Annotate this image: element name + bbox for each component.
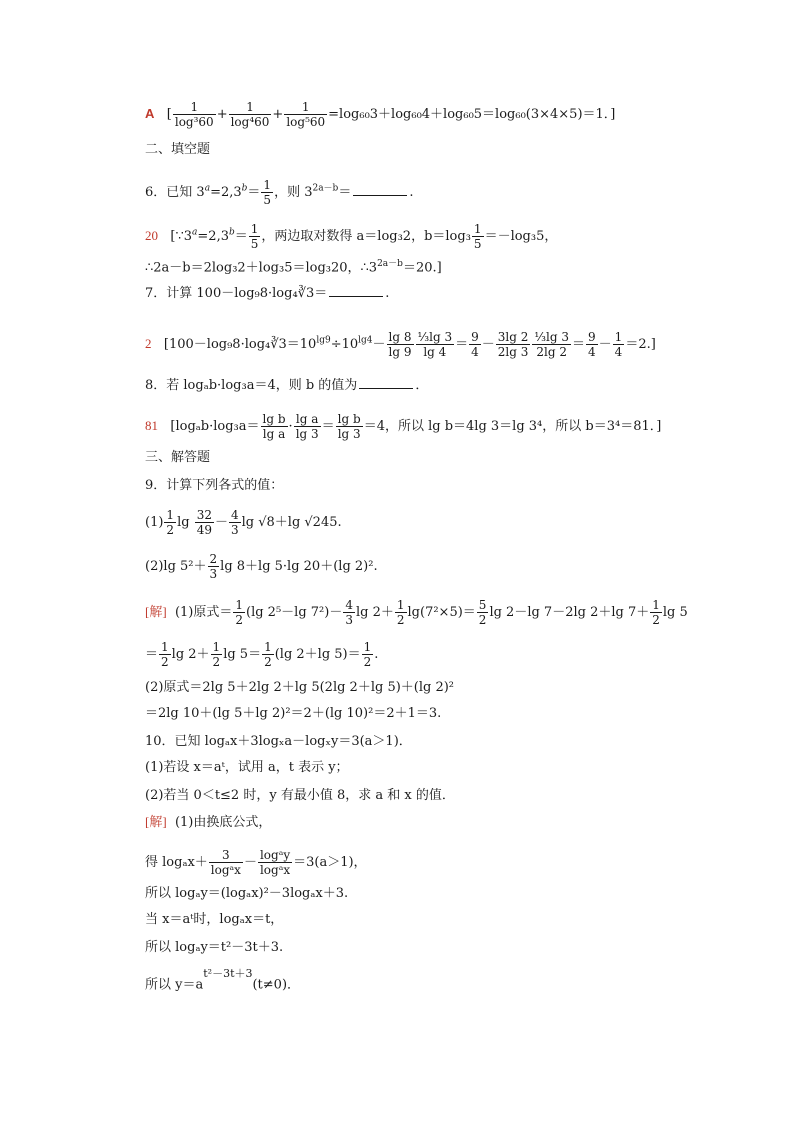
- fraction: $\frac{4}{3}$: [345, 598, 353, 627]
- fraction: $\frac{\text{⅓lg 3}}{2\lg 2}$: [534, 330, 569, 359]
- fraction: $\frac{\text{⅓lg 3}}{\lg 4}$: [417, 330, 453, 359]
- fraction: $\frac{1}{2}$: [396, 598, 405, 627]
- solution-10-start: [解] (1)由换底公式，: [145, 814, 272, 830]
- solution-9-1-cont: ＝ $\frac{1}{2}$ lg 2＋ $\frac{1}{2}$ lg 5＝ $\frac{1}{2}$ (lg 2＋lg 5)＝ $\frac{1}{2}$ .: [145, 640, 379, 669]
- solution-10-f: 所以 $y=a^{t^2-3t+3}(t\ne 0)$．: [145, 967, 301, 993]
- fraction: $\frac{4}{3}$: [230, 508, 239, 537]
- solution-9-1: [解] (1)原式＝ $\frac{1}{2}$ (lg 2⁵－lg 7²)－ $\frac{4}{3}$ lg 2＋ $\frac{1}{2}$ lg(7²×5)＝ $\frac{5}{2}$ lg 2－lg 7－2lg 2＋lg 7＋ $\frac{1}{2}$ lg 5: [145, 598, 688, 627]
- fraction: $\frac{1}{\text{log⁴60}}$: [230, 100, 270, 129]
- fraction: $\frac{5}{2}$: [478, 598, 487, 627]
- fraction: $\frac{\lg 8}{\lg 9}$: [388, 330, 412, 359]
- answer-label: 20: [145, 228, 158, 243]
- solution-10-d: 当 x＝aᵗ时，logₐx＝t，: [145, 912, 284, 927]
- fraction: $\frac{1}{2}$: [235, 598, 243, 627]
- answer-blank: [359, 388, 413, 389]
- answer-blank: [329, 296, 383, 297]
- answer-6: 20 [$\because 3^a=2,3^b=$ $\frac{1}{5}$ ，两边取对数得 a＝log₃2，b＝log₃ $\frac{1}{5}$ ＝－log₃5，: [145, 222, 558, 251]
- fraction: $\frac{\text{lg a}}{\lg 3}$: [295, 412, 319, 441]
- fraction: $\frac{\text{lg b}}{\lg 3}$: [337, 412, 361, 441]
- fraction: $\frac{1}{2}$: [161, 640, 169, 669]
- section-heading-solve: 三、解答题: [145, 450, 211, 465]
- fraction: $\frac{1}{\text{log³60}}$: [174, 100, 214, 129]
- fraction: $\frac{1}{5}$: [250, 222, 259, 251]
- section-heading-fill: 二、填空题: [145, 142, 211, 157]
- answer-line-5: A [ $\frac{1}{\text{log³60}}$ + $\frac{1}{\text{log⁴60}}$ + $\frac{1}{\text{log⁵60}}$ =log₆₀3＋log₆₀4＋log₆₀5＝log₆₀(3×4×5)＝1．]: [145, 100, 616, 129]
- question-9: 9．计算下列各式的值：: [145, 478, 284, 493]
- solution-10-eq: 得 logₐx＋ $\frac{3}{\text{logᵃx}}$ － $\frac{\text{logᵃy}}{\text{logᵃx}}$ ＝3(a＞1)，: [145, 848, 367, 877]
- question-7: 7．计算 100－log₉8·log₄∛3＝ .: [145, 286, 390, 301]
- answer-blank: [353, 195, 407, 196]
- question-9-2: (2)lg 5²＋ $\frac{2}{3}$ lg 8＋lg 5·lg 20＋(lg 2)².: [145, 552, 378, 581]
- answer-label: A: [145, 106, 155, 121]
- fraction: $\frac{\text{logᵃy}}{\text{logᵃx}}$: [259, 848, 291, 877]
- answer-6-cont: ∴2a－b＝2log₃2＋log₃5＝log₃20，$\therefore 3^{2a-b}=20$.]: [145, 259, 442, 276]
- fraction: $\frac{1}{2}$: [264, 640, 272, 669]
- fraction: $\frac{32}{49}$: [196, 508, 212, 537]
- fraction: $\frac{9}{4}$: [588, 330, 596, 359]
- solution-label: [解]: [145, 814, 167, 829]
- fraction: $\frac{1}{2}$: [652, 598, 660, 627]
- fraction: $\frac{\text{lg b}}{\text{lg a}}$: [262, 412, 286, 441]
- question-10: 10．已知 logₐx＋3logₓa－logₓy＝3(a＞1)．: [145, 734, 412, 749]
- question-10-2: (2)若当 0＜t≤2 时，y 有最小值 8，求 a 和 x 的值．: [145, 788, 455, 803]
- solution-9-2-cont: ＝2lg 10＋(lg 5＋lg 2)²＝2＋(lg 10)²＝2＋1＝3.: [145, 706, 442, 721]
- fraction: $\frac{1}{\text{log⁵60}}$: [286, 100, 326, 129]
- fraction: $\frac{1}{5}$: [473, 222, 482, 251]
- fraction: $\frac{1}{5}$: [263, 178, 272, 207]
- fraction: $\frac{1}{4}$: [614, 330, 623, 359]
- answer-7: 2 [$100-\log_98\cdot\log_4∛3=10^{lg9}\div 10^{lg4}-$ $\frac{\lg 8}{\lg 9}$ $\frac{\text{⅓lg 3}}{\lg 4}$ ＝ $\frac{9}{4}$ － $\frac{3\lg 2}{2\lg 3}$ $\frac{\text{⅓lg 3}}{2\lg 2}$ ＝ $\frac{9}{4}$ － $\frac{1}{4}$ ＝2.]: [145, 330, 656, 359]
- answer-label: 81: [145, 418, 158, 433]
- fraction: $\frac{1}{2}$: [212, 640, 221, 669]
- question-6: 6．已知 $3^a=2,3^b=$ $\frac{1}{5}$ ，则 $3^{2a-b}=$ .: [145, 178, 414, 207]
- answer-text: =log₆₀3＋log₆₀4＋log₆₀5＝log₆₀(3×4×5)＝1．]: [328, 107, 616, 122]
- fraction: $\frac{3}{\text{logᵃx}}$: [210, 848, 241, 877]
- fraction: $\frac{2}{3}$: [209, 552, 218, 581]
- question-10-1: (1)若设 x＝aᵗ，试用 a，t 表示 y；: [145, 760, 349, 775]
- solution-label: [解]: [145, 604, 167, 619]
- solution-9-2: (2)原式＝2lg 5＋2lg 2＋lg 5(2lg 2＋lg 5)＋(lg 2)²: [145, 680, 455, 695]
- fraction: $\frac{1}{2}$: [363, 640, 372, 669]
- question-8: 8．若 logₐb·log₃a＝4，则 b 的值为 ．: [145, 378, 429, 393]
- fraction: $\frac{1}{2}$: [166, 508, 175, 537]
- answer-label: 2: [145, 336, 152, 351]
- question-9-1: (1) $\frac{1}{2}$ lg $\frac{32}{49}$ － $\frac{4}{3}$ lg √8＋lg √245.: [145, 508, 342, 537]
- solution-10-e: 所以 logₐy＝t²－3t＋3.: [145, 940, 284, 955]
- answer-8: 81 [logₐb·log₃a＝ $\frac{\text{lg b}}{\text{lg a}}$ · $\frac{\text{lg a}}{\lg 3}$ ＝ $\frac{\text{lg b}}{\lg 3}$ ＝4，所以 lg b＝4lg 3＝lg 3⁴，所以 b＝3⁴＝81．]: [145, 412, 662, 441]
- fraction: $\frac{9}{4}$: [471, 330, 479, 359]
- fraction: $\frac{3\lg 2}{2\lg 3}$: [497, 330, 529, 359]
- solution-10-c: 所以 logₐy＝(logₐx)²－3logₐx＋3.: [145, 886, 349, 901]
